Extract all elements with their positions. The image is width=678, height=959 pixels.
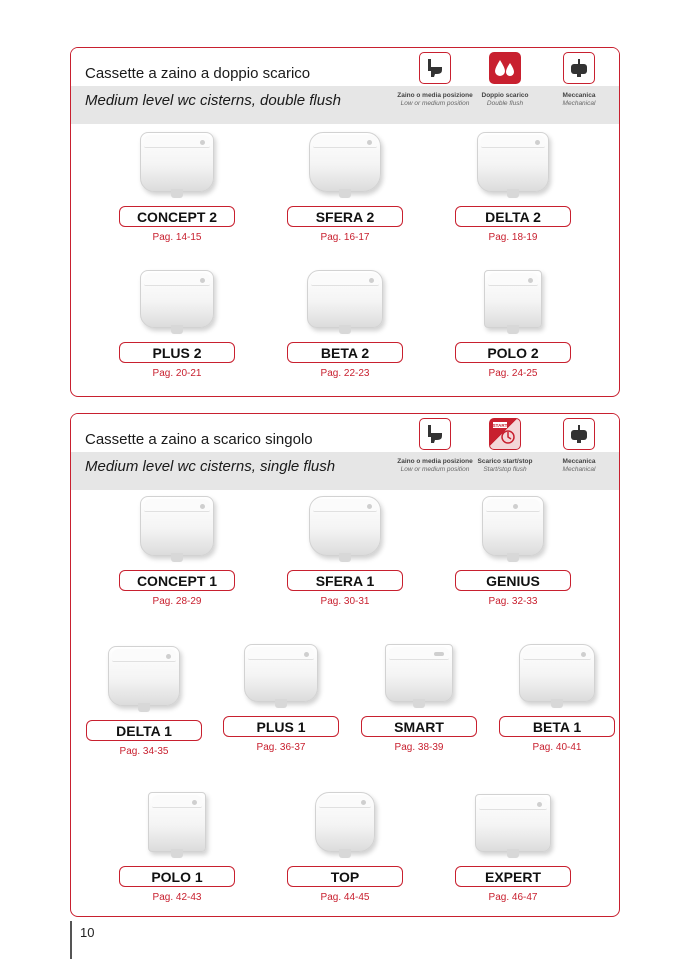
product-page-ref[interactable]: Pag. 38-39 xyxy=(394,742,444,753)
product-page-ref[interactable]: Pag. 42-43 xyxy=(152,892,202,903)
feature-mechanical xyxy=(537,52,620,107)
feature-label-it: Doppio scarico xyxy=(481,92,529,99)
product-name: SFERA 1 xyxy=(287,570,403,591)
page-number: 10 xyxy=(80,925,95,940)
product-smart[interactable] xyxy=(354,644,484,753)
product-name: PLUS 1 xyxy=(223,716,339,737)
product-sfera-2[interactable] xyxy=(280,132,410,243)
cistern-image xyxy=(140,132,214,198)
product-page-ref[interactable]: Pag. 30-31 xyxy=(320,596,370,607)
cistern-image xyxy=(307,270,383,334)
section-title-english: Medium level wc cisterns, single flush xyxy=(85,458,336,475)
toilet-icon xyxy=(419,418,451,450)
single-flush-section xyxy=(70,413,620,917)
section-header xyxy=(71,414,619,490)
product-name: PLUS 2 xyxy=(119,342,235,363)
toilet-icon xyxy=(419,52,451,84)
product-page-ref[interactable]: Pag. 44-45 xyxy=(320,892,370,903)
cistern-image xyxy=(315,792,375,858)
cistern-image xyxy=(519,644,595,708)
product-name: DELTA 2 xyxy=(455,206,571,227)
feature-label-it: Scarico start/stop xyxy=(477,458,533,465)
product-name: DELTA 1 xyxy=(86,720,202,741)
product-name: SFERA 2 xyxy=(287,206,403,227)
product-name: POLO 1 xyxy=(119,866,235,887)
product-top[interactable] xyxy=(280,792,410,903)
product-name: SMART xyxy=(361,716,477,737)
product-page-ref[interactable]: Pag. 46-47 xyxy=(488,892,538,903)
product-page-ref[interactable]: Pag. 28-29 xyxy=(152,596,202,607)
product-page-ref[interactable]: Pag. 22-23 xyxy=(320,368,370,379)
product-plus-1[interactable] xyxy=(216,644,346,753)
product-name: CONCEPT 1 xyxy=(119,570,235,591)
cistern-image xyxy=(482,496,544,562)
feature-label-en: Start/stop flush xyxy=(483,466,527,473)
section-title-english: Medium level wc cisterns, double flush xyxy=(85,92,341,109)
start-stop-icon xyxy=(489,418,521,450)
section-title-italian: Cassette a zaino a doppio scarico xyxy=(85,65,311,82)
cistern-image xyxy=(140,496,214,562)
feature-label-it: Meccanica xyxy=(562,458,596,465)
product-name: BETA 2 xyxy=(287,342,403,363)
page-number-divider xyxy=(70,921,72,959)
feature-label-it: Zaino o media posizione xyxy=(397,458,473,465)
cistern-image xyxy=(309,496,381,562)
section-header xyxy=(71,48,619,124)
water-drops-icon xyxy=(489,52,521,84)
cistern-image xyxy=(140,270,214,334)
product-page-ref[interactable]: Pag. 40-41 xyxy=(532,742,582,753)
product-page-ref[interactable]: Pag. 18-19 xyxy=(488,232,538,243)
cistern-image xyxy=(385,644,453,708)
feature-label-en: Low or medium position xyxy=(400,100,470,107)
cistern-image xyxy=(244,644,318,708)
product-beta-1[interactable] xyxy=(492,644,620,753)
product-expert[interactable] xyxy=(448,794,578,903)
cistern-icon xyxy=(563,418,595,450)
feature-label-en: Mechanical xyxy=(562,100,596,107)
cistern-image xyxy=(108,646,180,712)
product-name: GENIUS xyxy=(455,570,571,591)
product-page-ref[interactable]: Pag. 20-21 xyxy=(152,368,202,379)
feature-label-it: Zaino o media posizione xyxy=(397,92,473,99)
cistern-image xyxy=(477,132,549,198)
product-polo-1[interactable] xyxy=(112,792,242,903)
feature-label-it: Meccanica xyxy=(562,92,596,99)
product-page-ref[interactable]: Pag. 32-33 xyxy=(488,596,538,607)
product-concept-2[interactable] xyxy=(112,132,242,243)
feature-label-en: Double flush xyxy=(486,100,524,107)
section-title-italian: Cassette a zaino a scarico singolo xyxy=(85,431,313,448)
product-genius[interactable] xyxy=(448,496,578,607)
product-name: EXPERT xyxy=(455,866,571,887)
product-plus-2[interactable] xyxy=(112,270,242,379)
feature-double-flush xyxy=(463,52,547,107)
product-concept-1[interactable] xyxy=(112,496,242,607)
product-page-ref[interactable]: Pag. 34-35 xyxy=(119,746,169,757)
feature-mechanical xyxy=(537,418,620,473)
feature-start-stop xyxy=(463,418,547,473)
product-beta-2[interactable] xyxy=(280,270,410,379)
product-page-ref[interactable]: Pag. 14-15 xyxy=(152,232,202,243)
product-page-ref[interactable]: Pag. 24-25 xyxy=(488,368,538,379)
product-name: POLO 2 xyxy=(455,342,571,363)
double-flush-section xyxy=(70,47,620,397)
cistern-image xyxy=(475,794,551,858)
cistern-image xyxy=(309,132,381,198)
feature-label-en: Mechanical xyxy=(562,466,596,473)
product-name: BETA 1 xyxy=(499,716,615,737)
start-badge-text: START xyxy=(492,423,508,428)
product-name: TOP xyxy=(287,866,403,887)
product-sfera-1[interactable] xyxy=(280,496,410,607)
product-page-ref[interactable]: Pag. 36-37 xyxy=(256,742,306,753)
product-polo-2[interactable] xyxy=(448,270,578,379)
cistern-image xyxy=(148,792,206,858)
feature-label-en: Low or medium position xyxy=(400,466,470,473)
product-page-ref[interactable]: Pag. 16-17 xyxy=(320,232,370,243)
product-delta-1[interactable] xyxy=(79,646,209,757)
cistern-icon xyxy=(563,52,595,84)
cistern-image xyxy=(484,270,542,334)
product-delta-2[interactable] xyxy=(448,132,578,243)
product-name: CONCEPT 2 xyxy=(119,206,235,227)
